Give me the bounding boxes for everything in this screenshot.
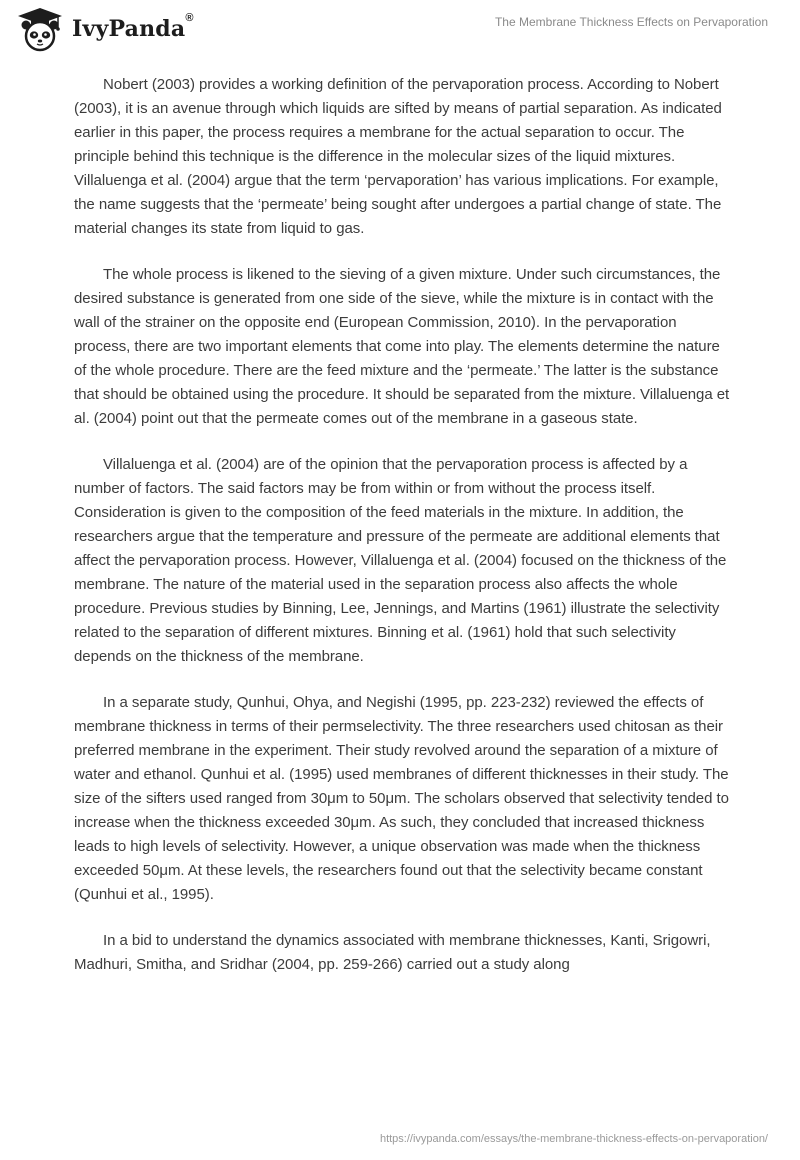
ivypanda-logo[interactable] xyxy=(14,6,194,52)
paragraph: Nobert (2003) provides a working definition of the pervaporation process. According to Nobert (2003), it is an avenue through which liquids are sifted by means of partial separation. As indicated earlier in this paper, the process requires a membrane for the actual separation to occur. The principle behind this technique is the difference in the molecular sizes of the liquid mixtures. Villaluenga et al. (2004) argue that the term ‘pervaporation’ has various implications. For example, the name suggests that the ‘permeate’ being sought after undergoes a partial change of state. The material changes its state from liquid to gas. xyxy=(74,76,722,237)
registered-mark: ® xyxy=(185,12,194,24)
essay-body xyxy=(74,73,734,999)
paragraph: In a separate study, Qunhui, Ohya, and Negishi (1995, pp. 223-232) reviewed the effects of membrane thickness in terms of their permselectivity. The three researchers used chitosan as their preferred membrane in the experiment. Their study revolved around the separation of a mixture of water and ethanol. Qunhui et al. (1995) used membranes of different thicknesses in their study. The size of the sifters used ranged from 30μm to 50μm. The scholars observed that selectivity tended to increase when the thickness exceeded 30μm. As such, they concluded that increased thickness leads to high levels of selectivity. However, a unique observation was made when the thickness exceeded 50μm. At these levels, the researchers found out that the selectivity became constant (Qunhui et al., 1995). xyxy=(74,694,729,903)
panda-graduate-icon xyxy=(14,6,66,52)
source-url[interactable]: https://ivypanda.com/essays/the-membrane-thickness-effects-on-pervaporation/ xyxy=(379,1133,768,1145)
page-header xyxy=(0,0,800,60)
document-title: The Membrane Thickness Effects on Pervaporation xyxy=(494,15,768,29)
logo-wordmark: IvyPanda® xyxy=(72,12,194,42)
paragraph: The whole process is likened to the sieving of a given mixture. Under such circumstances, the desired substance is generated from one side of the sieve, while the mixture is in contact with the wall of the strainer on the opposite end (European Commission, 2010). In the pervaporation process, there are two important elements that come into play. The elements determine the nature of the whole procedure. There are the feed mixture and the ‘permeate.’ The latter is the substance that should be obtained using the procedure. It should be separated from the mixture. Villaluenga et al. (2004) point out that the permeate comes out of the membrane in a gaseous state. xyxy=(74,266,730,427)
paragraph: In a bid to understand the dynamics associated with membrane thicknesses, Kanti, Srigowri, Madhuri, Smitha, and Sridhar (2004, pp. 259-266) carried out a study along xyxy=(74,932,711,973)
paragraph: Villaluenga et al. (2004) are of the opinion that the pervaporation process is affected by a number of factors. The said factors may be from within or from without the process itself. Consideration is given to the composition of the feed materials in the mixture. In addition, the researchers argue that the temperature and pressure of the permeate are additional elements that affect the pervaporation process. However, Villaluenga et al. (2004) focused on the thickness of the membrane. The nature of the material used in the separation process also affects the whole procedure. Previous studies by Binning, Lee, Jennings, and Martins (1961) illustrate the selectivity related to the separation of different mixtures. Binning et al. (1961) hold that such selectivity depends on the thickness of the membrane. xyxy=(74,456,727,665)
